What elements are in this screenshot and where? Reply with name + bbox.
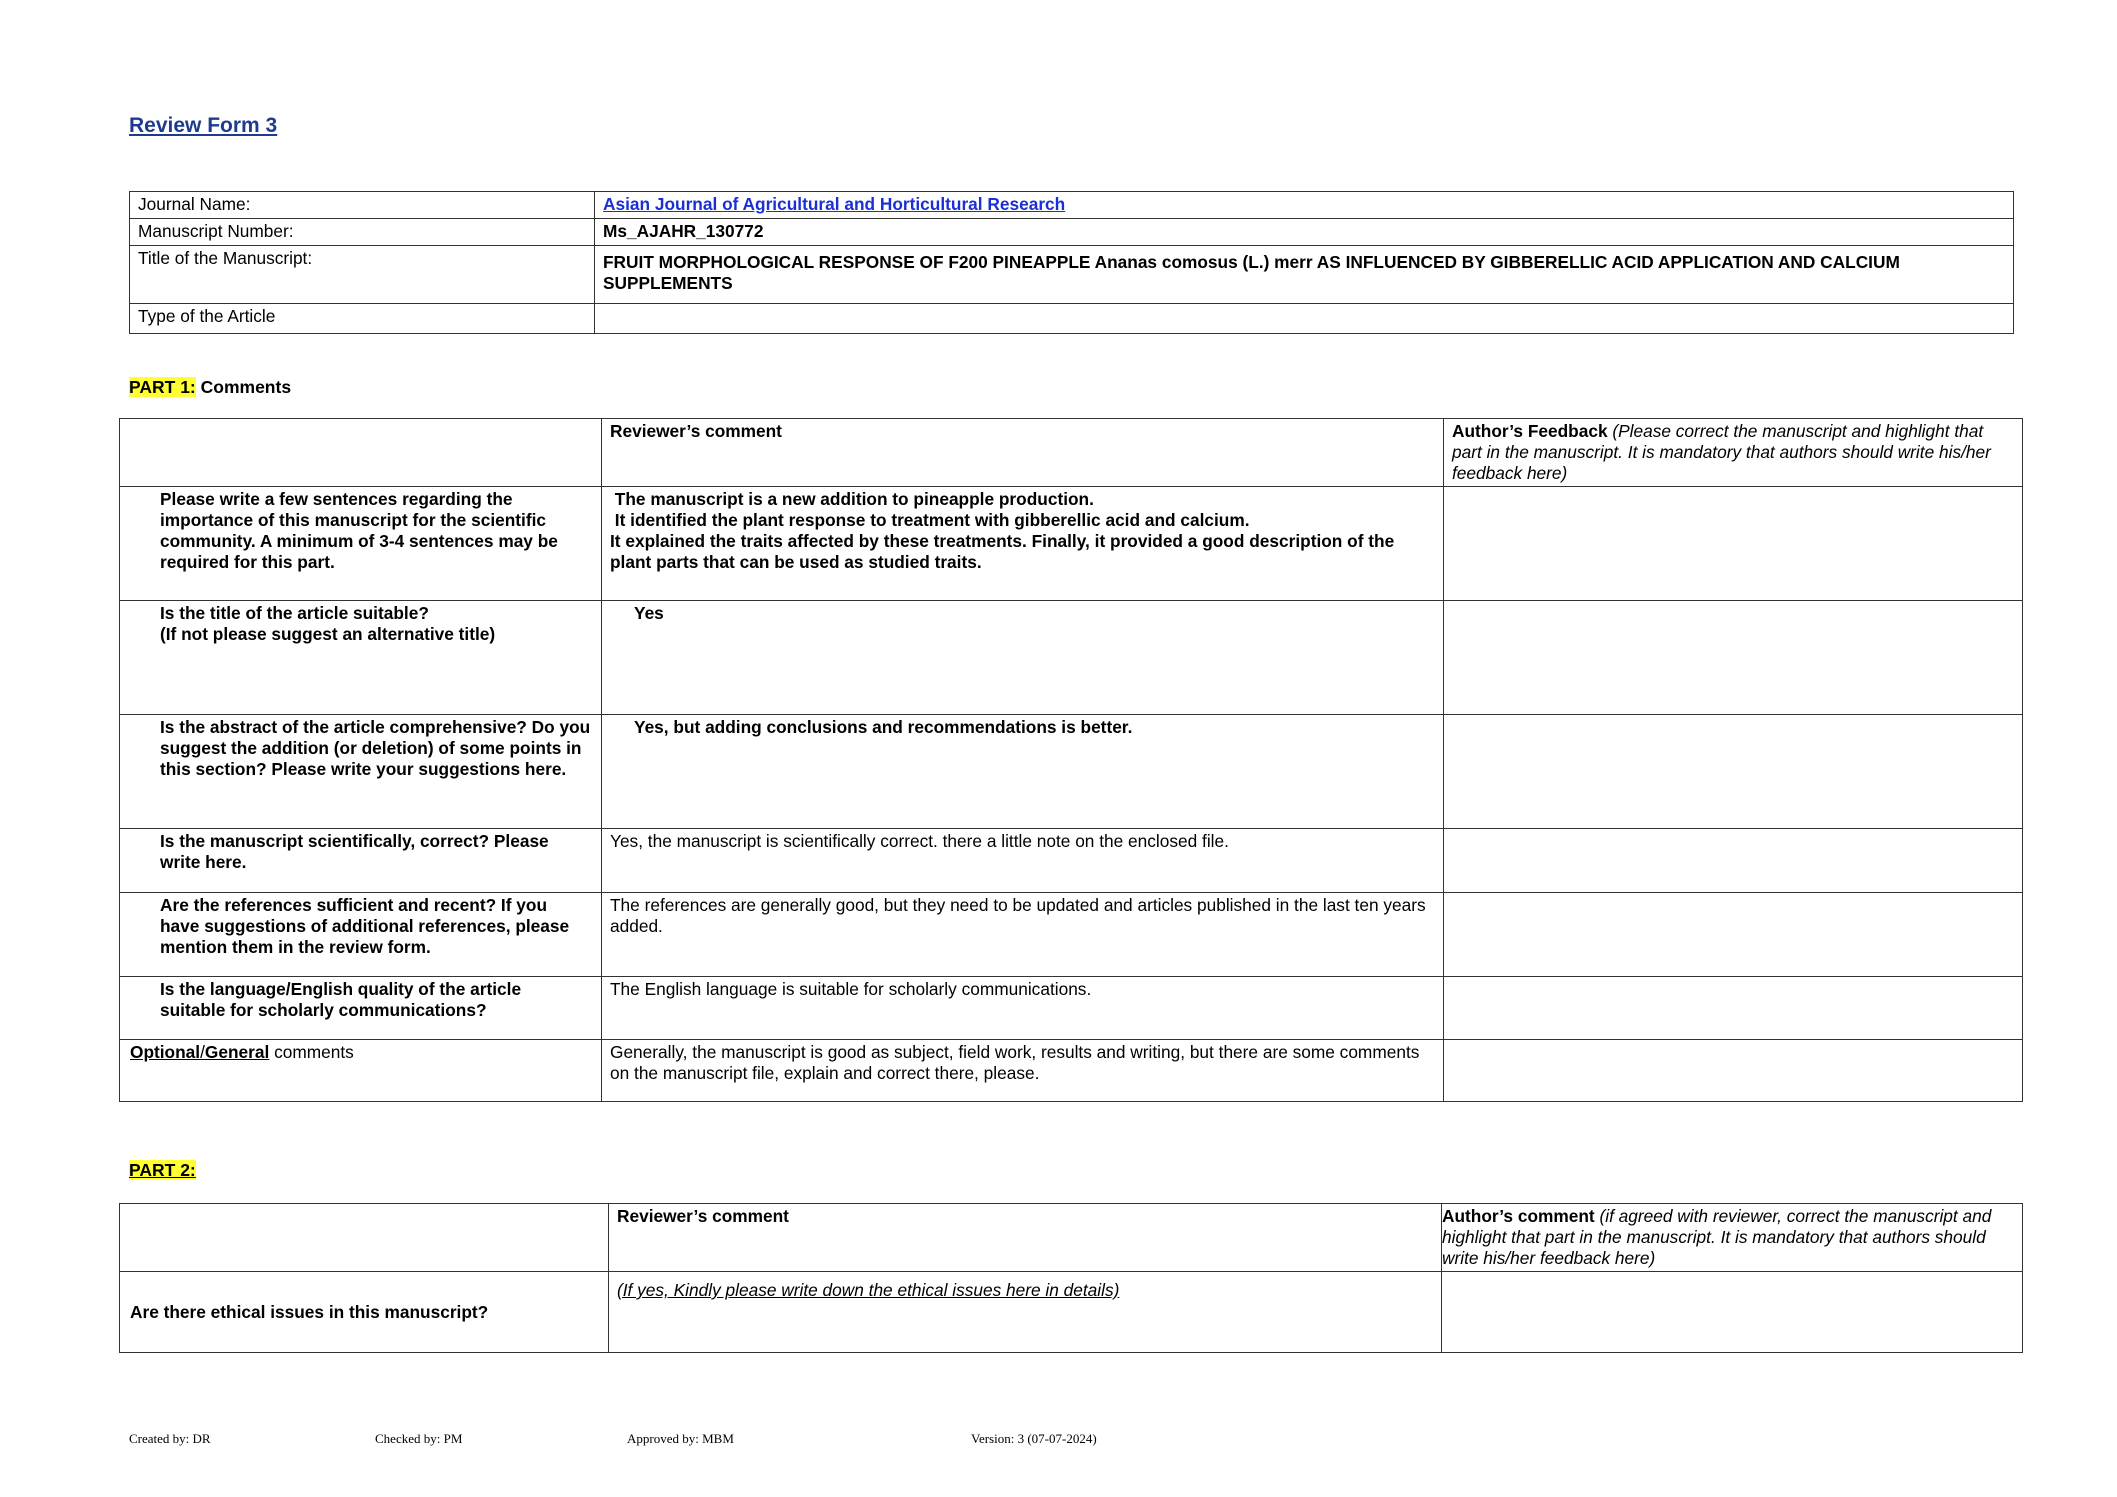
footer-version: Version: 3 (07-07-2024) xyxy=(971,1431,1097,1446)
comment-line: It identified the plant response to treatment with gibberellic acid and calcium. xyxy=(610,510,1250,530)
footer-checked-by: Checked by: PM xyxy=(375,1431,463,1446)
feedback-references[interactable] xyxy=(1444,893,2023,977)
article-type-row xyxy=(130,304,2014,334)
feedback-language[interactable] xyxy=(1444,977,2023,1040)
manuscript-number-label: Manuscript Number: xyxy=(130,219,595,246)
part2-reviewer-header: Reviewer’s comment xyxy=(609,1204,1442,1272)
table-row xyxy=(120,601,2023,715)
part2-heading xyxy=(129,1160,196,1181)
part1-label-suffix: Comments xyxy=(195,377,292,397)
article-type-value xyxy=(595,304,2014,334)
part2-author-header-italic: (if agreed with reviewer, correct the manuscript and highlight that part in the manuscript. It is mandatory that authors should write his/her feedback here) xyxy=(1442,1206,1992,1268)
part2-header-row xyxy=(120,1204,2023,1272)
comment-scientific: Yes, the manuscript is scientifically correct. there a little note on the enclosed file. xyxy=(602,829,1444,893)
author-header-bold: Author’s Feedback xyxy=(1452,421,1608,441)
table-row xyxy=(120,977,2023,1040)
question-title-line1: Is the title of the article suitable? xyxy=(160,603,429,623)
part1-table xyxy=(119,418,2023,1102)
part1-reviewer-header: Reviewer’s comment xyxy=(602,419,1444,487)
comment-abstract: Yes, but adding conclusions and recommendations is better. xyxy=(602,715,1444,829)
part1-author-header xyxy=(1444,419,2023,487)
question-title xyxy=(120,601,602,715)
manuscript-title-row xyxy=(130,246,2014,304)
part2-author-header xyxy=(1442,1204,2023,1272)
ethical-issues-row xyxy=(120,1272,2023,1353)
ethical-issues-question: Are there ethical issues in this manuscript? xyxy=(120,1272,609,1353)
table-row xyxy=(120,893,2023,977)
question-language: Is the language/English quality of the article suitable for scholarly communications? xyxy=(120,977,602,1040)
journal-name-link[interactable]: Asian Journal of Agricultural and Horticultural Research xyxy=(603,194,1066,214)
question-title-line2: (If not please suggest an alternative title) xyxy=(160,624,496,644)
feedback-scientific[interactable] xyxy=(1444,829,2023,893)
article-type-label: Type of the Article xyxy=(130,304,595,334)
comment-references: The references are generally good, but they need to be updated and articles published in the last ten years added. xyxy=(602,893,1444,977)
optional-label-sep: / xyxy=(200,1042,205,1062)
journal-name-label: Journal Name: xyxy=(130,192,595,219)
manuscript-number-value: Ms_AJAHR_130772 xyxy=(595,219,2014,246)
footer-approved-by: Approved by: MBM xyxy=(627,1431,734,1446)
optional-comments-row xyxy=(120,1040,2023,1102)
author-header-italic: (Please correct the manuscript and highlight that part in the manuscript. It is mandatory that authors should write his/her feedback here) xyxy=(1452,421,1991,483)
ethical-issues-comment: (If yes, Kindly please write down the ethical issues here in details) xyxy=(609,1272,1442,1353)
manuscript-number-row xyxy=(130,219,2014,246)
comment-line: It explained the traits affected by these treatments. Finally, it provided a good description of the plant parts that can be used as studied traits. xyxy=(610,531,1395,572)
ethical-issues-feedback[interactable] xyxy=(1442,1272,2023,1353)
manuscript-title-label: Title of the Manuscript: xyxy=(130,246,595,304)
question-abstract: Is the abstract of the article comprehensive? Do you suggest the addition (or deletion) of some points in this section? Please write your suggestions here. xyxy=(120,715,602,829)
part1-heading xyxy=(129,377,291,398)
comment-importance xyxy=(602,487,1444,601)
part2-table xyxy=(119,1203,2023,1353)
comment-line: The manuscript is a new addition to pineapple production. xyxy=(610,489,1094,509)
part2-label: PART 2: xyxy=(129,1160,196,1180)
optional-feedback[interactable] xyxy=(1444,1040,2023,1102)
optional-label-3: comments xyxy=(269,1042,354,1062)
form-title: Review Form 3 xyxy=(129,114,278,137)
optional-label-1: Optional xyxy=(130,1042,201,1062)
comment-language: The English language is suitable for scholarly communications. xyxy=(602,977,1444,1040)
journal-name-row xyxy=(130,192,2014,219)
part1-blank-header xyxy=(120,419,602,487)
table-row xyxy=(120,487,2023,601)
manuscript-title-value: FRUIT MORPHOLOGICAL RESPONSE OF F200 PINEAPPLE Ananas comosus (L.) merr AS INFLUENCED BY GIBBERELLIC ACID APPLICATION AND CALCIUM SUPPLEMENTS xyxy=(595,246,2014,304)
optional-comments-label xyxy=(120,1040,602,1102)
feedback-title[interactable] xyxy=(1444,601,2023,715)
feedback-abstract[interactable] xyxy=(1444,715,2023,829)
comment-title: Yes xyxy=(602,601,1444,715)
part2-blank-header xyxy=(120,1204,609,1272)
part2-author-header-bold: Author’s comment xyxy=(1442,1206,1595,1226)
part1-header-row xyxy=(120,419,2023,487)
part1-label: PART 1: xyxy=(129,377,196,397)
footer-created-by: Created by: DR xyxy=(129,1431,211,1446)
feedback-importance[interactable] xyxy=(1444,487,2023,601)
question-importance: Please write a few sentences regarding the importance of this manuscript for the scientific community. A minimum of 3-4 sentences may be required for this part. xyxy=(120,487,602,601)
optional-comment: Generally, the manuscript is good as subject, field work, results and writing, but there are some comments on the manuscript file, explain and correct there, please. xyxy=(602,1040,1444,1102)
optional-label-2: General xyxy=(204,1042,270,1062)
manuscript-info-table xyxy=(129,191,2014,334)
question-scientific: Is the manuscript scientifically, correct? Please write here. xyxy=(120,829,602,893)
table-row xyxy=(120,715,2023,829)
question-references: Are the references sufficient and recent? If you have suggestions of additional references, please mention them in the review form. xyxy=(120,893,602,977)
table-row xyxy=(120,829,2023,893)
